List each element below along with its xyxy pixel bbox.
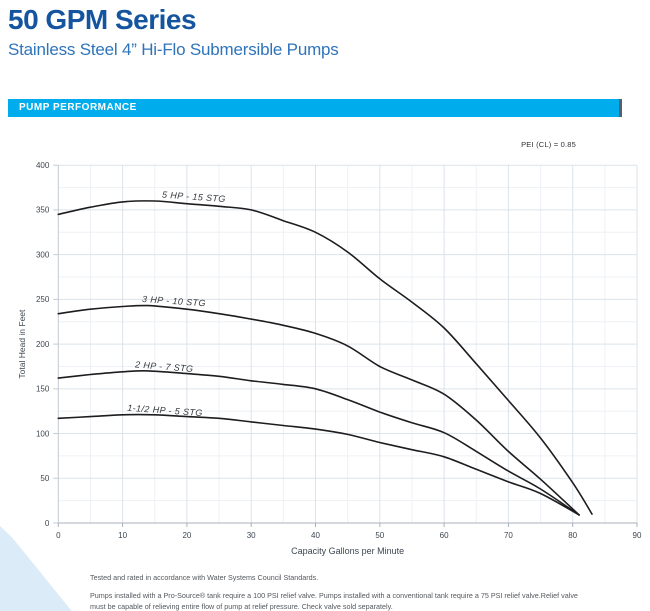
x-tick-label: 90 <box>632 531 642 540</box>
y-tick-label: 250 <box>35 295 50 305</box>
pei-rating-label: PEI (CL) = 0.85 <box>521 140 576 149</box>
x-tick-label: 20 <box>182 531 192 540</box>
y-tick-label: 150 <box>35 384 50 394</box>
pump-curve-1 <box>58 201 592 514</box>
x-axis-title: Capacity Gallons per Minute <box>291 546 405 556</box>
x-tick-label: 60 <box>439 531 449 540</box>
performance-curves-svg <box>0 150 650 562</box>
y-tick-label: 100 <box>35 429 50 439</box>
x-tick-label: 80 <box>568 531 578 540</box>
curve-label-3: 2 HP - 7 STG <box>134 359 194 374</box>
x-tick-label: 0 <box>56 531 61 540</box>
footnote-relief-valve-line1: Pumps installed with a Pro-Source® tank require a 100 PSI relief valve. Pumps installed with a conventional tank require a 75 PSI relief valve.Relief valve <box>90 590 578 600</box>
x-tick-label: 30 <box>246 531 256 540</box>
y-axis-title: Total Head in Feet <box>17 309 27 379</box>
x-tick-label: 70 <box>503 531 513 540</box>
y-tick-label: 50 <box>40 474 50 484</box>
y-tick-label: 200 <box>35 339 50 349</box>
x-tick-label: 50 <box>375 531 385 540</box>
section-banner-endcap <box>619 99 622 117</box>
x-tick-label: 40 <box>311 531 320 540</box>
curve-label-2: 3 HP - 10 STG <box>141 293 207 309</box>
x-tick-label: 10 <box>118 531 128 540</box>
y-tick-label: 0 <box>44 518 50 528</box>
pump-curve-4 <box>58 415 579 515</box>
footnote-relief-valve-line2: must be capable of relieving entire flow of pump at relief pressure. Check valve sold separately. <box>90 602 393 611</box>
y-tick-label: 350 <box>35 205 50 215</box>
pump-performance-chart <box>0 150 650 562</box>
page-subtitle: Stainless Steel 4” Hi-Flo Submersible Pumps <box>8 40 339 59</box>
section-banner-label: PUMP PERFORMANCE <box>19 102 137 113</box>
footnote-standards: Tested and rated in accordance with Water Systems Council Standards. <box>90 573 319 582</box>
section-banner <box>8 99 619 117</box>
curve-label-1: 5 HP - 15 STG <box>161 189 227 205</box>
y-tick-label: 300 <box>35 250 50 260</box>
footnotes <box>90 572 646 611</box>
y-tick-label: 400 <box>35 161 50 170</box>
page-title: 50 GPM Series <box>8 4 197 35</box>
curve-label-4: 1-1/2 HP - 5 STG <box>126 402 204 419</box>
